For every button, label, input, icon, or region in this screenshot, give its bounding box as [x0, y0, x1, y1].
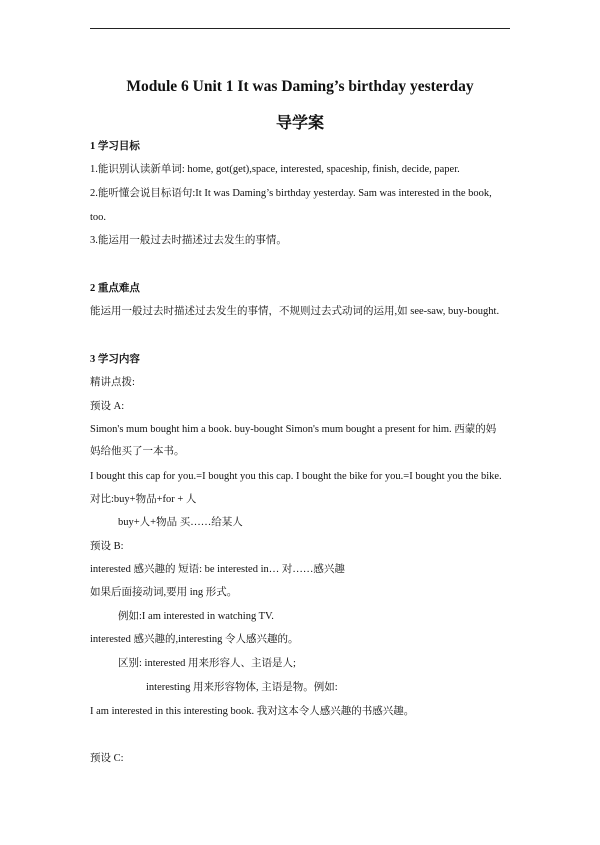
content-line: Simon's mum bought him a book. buy-bought Simon's mum bought a present for him. 西蒙的妈	[90, 424, 497, 435]
content-line: 预设 B:	[90, 541, 124, 552]
top-rule	[90, 28, 510, 29]
content-line: buy+人+物品 买……给某人	[118, 517, 243, 528]
key-points-text: 能运用一般过去时描述过去发生的事情，不规则过去式动词的运用,如 see-saw, buy-bought.	[90, 306, 500, 317]
objective-1: 1.能识别认读新单词: home, got(get),space, interested, spaceship, finish, decide, paper.	[90, 164, 460, 175]
content-line: 对比:buy+物品+for + 人	[90, 494, 197, 505]
content-line: 预设 C:	[90, 753, 124, 764]
content-line: 如果后面接动词,要用 ing 形式。	[90, 587, 238, 598]
content-line: 妈给他买了一本书。	[90, 446, 185, 457]
content-line: interesting 用来形容物体, 主语是物。例如:	[146, 682, 338, 693]
objective-2-cont: too.	[90, 212, 107, 223]
section-1-heading: 1 学习目标	[90, 141, 140, 152]
document-title: Module 6 Unit 1 It was Daming’s birthday yesterday	[126, 78, 474, 95]
content-line: 例如:I am interested in watching TV.	[118, 611, 274, 622]
objective-3: 3.能运用一般过去时描述过去发生的事情。	[90, 235, 287, 246]
content-line: interested 感兴趣的,interesting 令人感兴趣的。	[90, 634, 299, 645]
content-line: I am interested in this interesting book. 我对这本令人感兴趣的书感兴趣。	[90, 706, 415, 717]
objective-2: 2.能听懂会说目标语句:It It was Daming’s birthday yesterday. Sam was interested in the book,	[90, 188, 492, 199]
section-2-heading: 2 重点难点	[90, 283, 140, 294]
content-line: I bought this cap for you.=I bought you this cap. I bought the bike for you.=I bought you the bike.	[90, 471, 502, 482]
content-line: 预设 A:	[90, 401, 125, 412]
content-line: 精讲点拨:	[90, 377, 135, 388]
content-line: interested 感兴趣的 短语: be interested in… 对……感兴趣	[90, 564, 345, 575]
document-subtitle: 导学案	[275, 113, 324, 132]
content-line: 区别: interested 用来形容人、主语是人;	[118, 658, 296, 669]
section-3-heading: 3 学习内容	[90, 354, 140, 365]
